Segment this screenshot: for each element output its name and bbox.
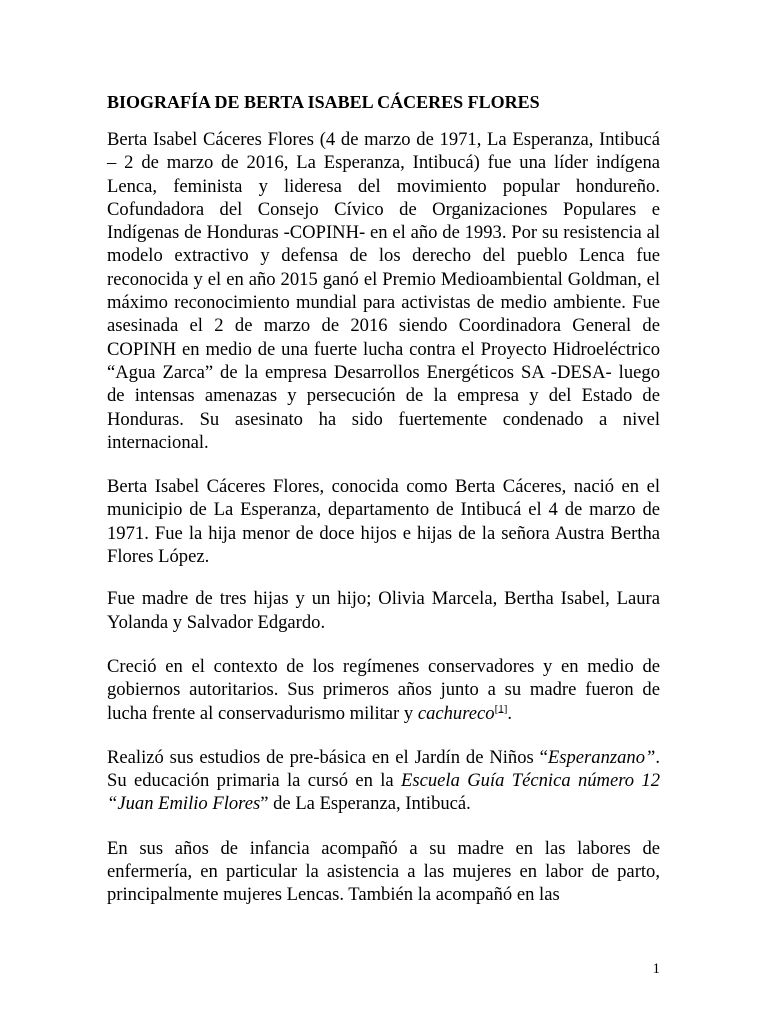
paragraph-6: En sus años de infancia acompañó a su madre en las labores de enfermería, en particular la asistencia a las mujeres en labor de parto, principalmente mujeres Lencas. También la acompañó en las bbox=[107, 837, 660, 906]
page-number: 1 bbox=[652, 961, 660, 977]
italic-school-name-1: Esperanzano” bbox=[547, 746, 656, 768]
italic-school-name-2: Escuela Guía Técnica número 12 “Juan Emilio Flores bbox=[107, 770, 661, 815]
paragraph-4-end: . bbox=[507, 702, 513, 724]
italic-term-cachureco: cachureco bbox=[417, 702, 495, 724]
paragraph-5 bbox=[107, 746, 660, 816]
paragraph-2: Berta Isabel Cáceres Flores, conocida como Berta Cáceres, nació en el municipio de La Esperanza, departamento de Intibucá el 4 de marzo de 1971. Fue la hija menor de doce hijos e hijas de la señora Austra Bertha Flores López. bbox=[107, 476, 660, 568]
paragraph-1: Berta Isabel Cáceres Flores (4 de marzo de 1971, La Esperanza, Intibucá – 2 de marzo de 2016, La Esperanza, Intibucá) fue una líder indígena Lenca, feminista y lideresa del movimiento popular hondureño. Cofundadora del Consejo Cívico de Organizaciones Populares e Indígenas de Honduras -COPINH- en el año de 1993. Por su resistencia al modelo extractivo y defensa de los derecho del pueblo Lenca fue reconocida y el en año 2015 ganó el Premio Medioambiental Goldman, el máximo reconocimiento mundial para activistas de medio ambiente. Fue asesinada el 2 de marzo de 2016 siendo Coordinadora General de COPINH en medio de una fuerte lucha contra el Proyecto Hidroeléctrico “Agua Zarca” de la empresa Desarrollos Energéticos SA -DESA- luego de intensas amenazas y persecución de la empresa y del Estado de Honduras. Su asesinato ha sido fuertemente condenado a nivel internacional. bbox=[107, 129, 660, 453]
paragraph-4 bbox=[107, 655, 660, 725]
paragraph-5-part-3: ” de La Esperanza, Intibucá. bbox=[260, 793, 471, 815]
paragraph-5-part-1: Realizó sus estudios de pre-básica en el Jardín de Niños “ bbox=[107, 746, 548, 768]
footnote-reference-link[interactable]: [1] bbox=[494, 702, 508, 715]
document-title: BIOGRAFÍA DE BERTA ISABEL CÁCERES FLORES bbox=[107, 92, 540, 112]
document-body bbox=[107, 90, 660, 907]
paragraph-5-part-2: . Su educación primaria la cursó en la bbox=[107, 746, 660, 792]
paragraph-4-text: Creció en el contexto de los regímenes conservadores y en medio de gobiernos autoritarios. Sus primeros años junto a su madre fueron de lucha frente al conservadurismo militar y bbox=[107, 655, 660, 724]
paragraph-3: Fue madre de tres hijas y un hijo; Olivia Marcela, Bertha Isabel, Laura Yolanda y Salvador Edgardo. bbox=[107, 588, 660, 633]
